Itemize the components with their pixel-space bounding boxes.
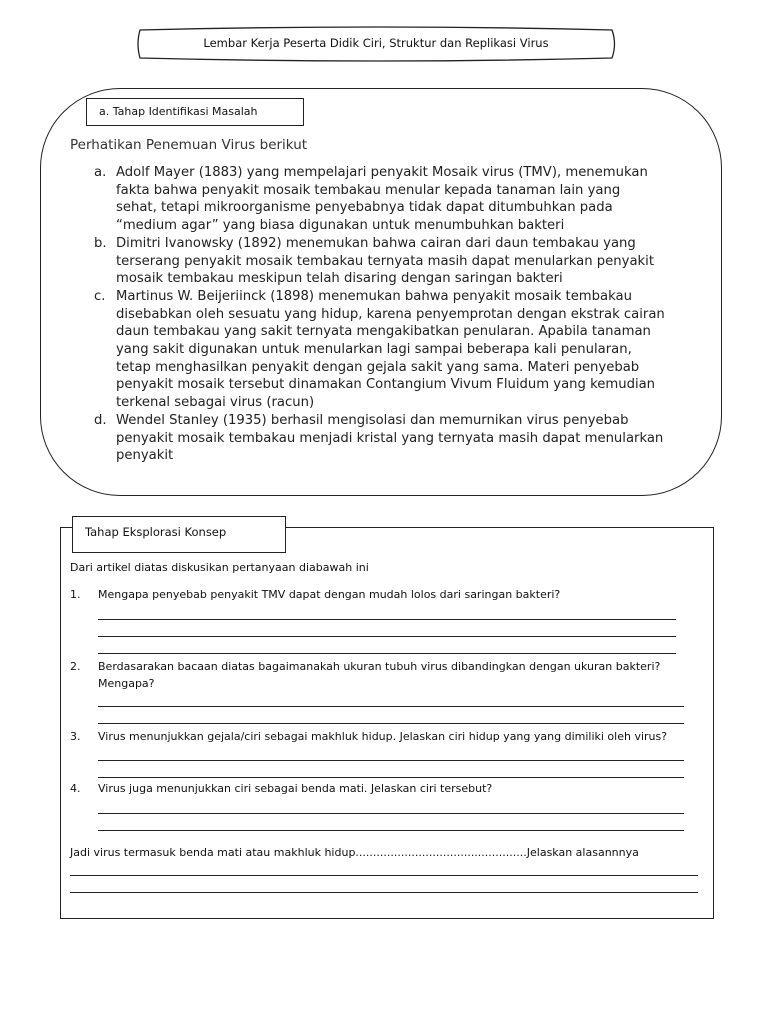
question-text: Berdasarakan bacaan diatas bagaimanakah ukuran tubuh virus dibandingkan dengan ukuran bakteri? bbox=[98, 660, 661, 673]
answer-line[interactable] bbox=[70, 875, 698, 876]
answer-line[interactable] bbox=[98, 706, 684, 707]
discovery-line: yang sakit digunakan untuk menularkan lagi sampai beberapa kali penularan, bbox=[116, 342, 632, 358]
page-title: Lembar Kerja Peserta Didik Ciri, Struktur dan Replikasi Virus bbox=[203, 36, 549, 50]
discovery-item bbox=[94, 164, 714, 235]
answer-line[interactable] bbox=[98, 636, 676, 637]
discovery-line: “medium agar” yang biasa digunakan untuk menumbuhkan bakteri bbox=[116, 218, 565, 234]
question-text: Virus juga menunjukkan ciri sebagai benda mati. Jelaskan ciri tersebut? bbox=[98, 782, 493, 795]
eksplorasi-label: Tahap Eksplorasi Konsep bbox=[72, 516, 286, 553]
discovery-item bbox=[94, 235, 714, 288]
conclusion-prompt: Jadi virus termasuk benda mati atau makhluk hidup.................................................Jelaskan alasannnya bbox=[70, 846, 639, 859]
question-number: 2. bbox=[70, 660, 81, 673]
question-number: 1. bbox=[70, 588, 81, 601]
question-text: Virus menunjukkan gejala/ciri sebagai makhluk hidup. Jelaskan ciri hidup yang yang dimiliki oleh virus? bbox=[98, 730, 668, 743]
discovery-marker: c. bbox=[94, 288, 106, 304]
question-text-cont: Mengapa? bbox=[98, 677, 155, 690]
discovery-line: daun tembakau yang sakit ternyata mengakibatkan penularan. Apabila tanaman bbox=[116, 324, 651, 340]
discovery-line: fakta bahwa penyakit mosaik tembakau menular kepada tanaman lain yang bbox=[116, 182, 621, 198]
title-banner bbox=[136, 26, 616, 62]
question-text: Mengapa penyebab penyakit TMV dapat dengan mudah lolos dari saringan bakteri? bbox=[98, 588, 561, 601]
discovery-line: sehat, tetapi mikroorganisme penyebabnya tidak dapat ditumbuhkan pada bbox=[116, 200, 613, 216]
discovery-line: Wendel Stanley (1935) berhasil mengisolasi dan memurnikan virus penyebab bbox=[116, 412, 629, 428]
answer-line[interactable] bbox=[98, 830, 684, 831]
discovery-item bbox=[94, 412, 714, 465]
discovery-line: mosaik tembakau meskipun telah disaring dengan saringan bakteri bbox=[116, 271, 563, 287]
discovery-marker: b. bbox=[94, 235, 107, 251]
answer-line[interactable] bbox=[98, 619, 676, 620]
discovery-marker: d. bbox=[94, 412, 107, 428]
answer-line[interactable] bbox=[70, 892, 698, 893]
discovery-line: penyakit mosaik tembakau menjadi kristal yang ternyata masih dapat menularkan bbox=[116, 430, 664, 446]
answer-line[interactable] bbox=[98, 653, 676, 654]
discovery-line: Dimitri Ivanowsky (1892) menemukan bahwa cairan dari daun tembakau yang bbox=[116, 235, 636, 251]
discovery-marker: a. bbox=[94, 165, 107, 180]
question-number: 4. bbox=[70, 782, 81, 795]
discovery-line: terserang penyakit mosaik tembakau ternyata masih dapat menularkan penyakit bbox=[116, 253, 655, 269]
discovery-line: tetap menghasilkan penyakit dengan gejala sakit yang sama. Materi penyebab bbox=[116, 359, 640, 375]
identifikasi-label: a. Tahap Identifikasi Masalah bbox=[86, 98, 304, 126]
discovery-line: disebabkan oleh sesuatu yang hidup, karena penyemprotan dengan ekstrak cairan bbox=[116, 306, 665, 322]
discovery-line: terkenal sebagai virus (racun) bbox=[116, 395, 315, 411]
question-number: 3. bbox=[70, 730, 81, 743]
discovery-item bbox=[94, 288, 714, 412]
discovery-line: penyakit bbox=[116, 448, 174, 464]
discovery-line: Adolf Mayer (1883) yang mempelajari penyakit Mosaik virus (TMV), menemukan bbox=[116, 165, 648, 180]
identifikasi-intro: Perhatikan Penemuan Virus berikut bbox=[70, 137, 308, 153]
answer-line[interactable] bbox=[98, 723, 684, 724]
answer-line[interactable] bbox=[98, 813, 684, 814]
answer-line[interactable] bbox=[98, 760, 684, 761]
discovery-list bbox=[94, 164, 714, 465]
discovery-line: Martinus W. Beijeriinck (1898) menemukan bahwa penyakit mosaik tembakau bbox=[116, 288, 632, 304]
discovery-line: penyakit mosaik tersebut dinamakan Contangium Vivum Fluidum yang kemudian bbox=[116, 377, 656, 393]
answer-line[interactable] bbox=[98, 777, 684, 778]
eksplorasi-instruction: Dari artikel diatas diskusikan pertanyaan diabawah ini bbox=[70, 561, 369, 574]
